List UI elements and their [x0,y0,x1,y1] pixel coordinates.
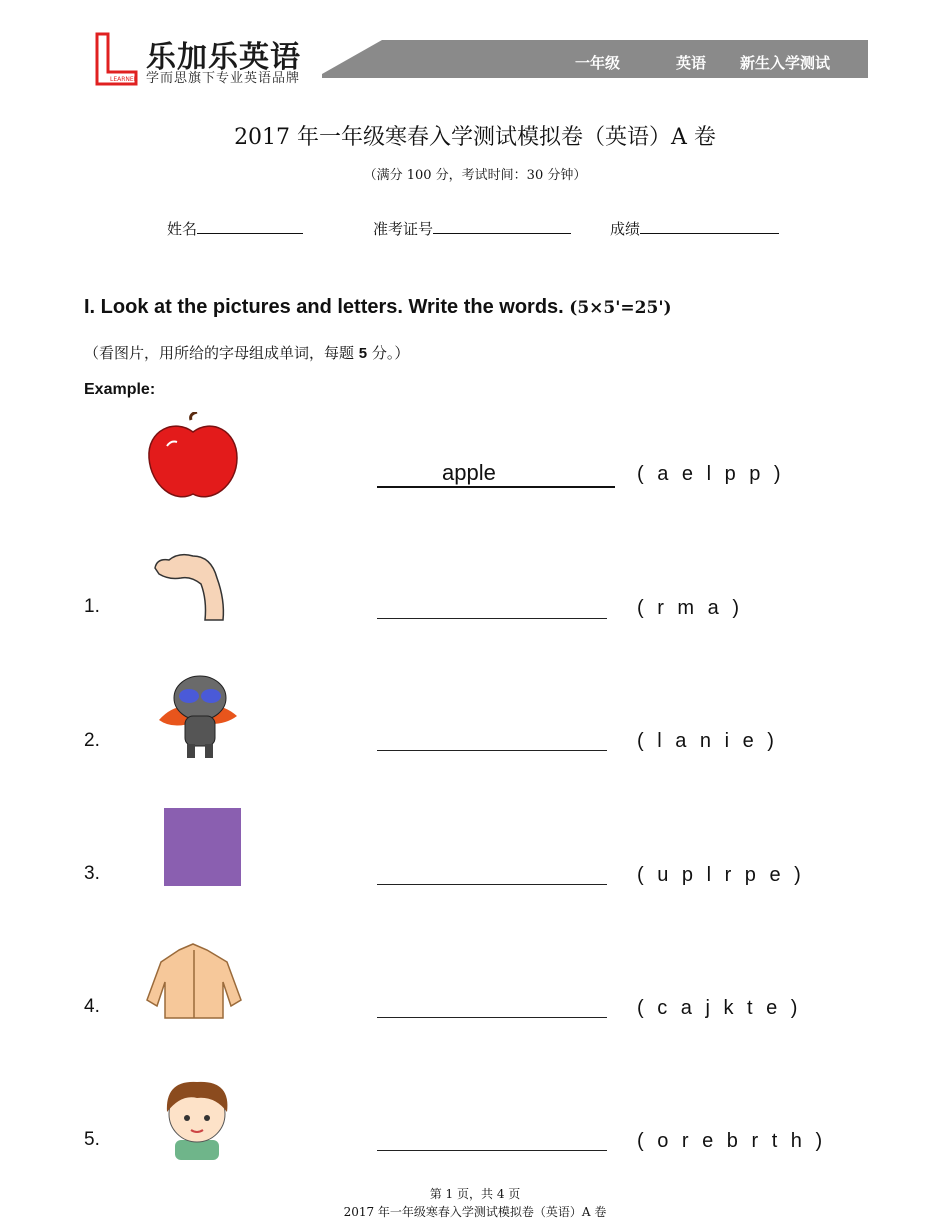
question-number: 5. [84,1129,100,1150]
question-number: 2. [84,730,100,751]
answer-line[interactable] [377,1017,607,1018]
answer-line[interactable] [377,1150,607,1151]
footer-title: 2017 年一年级寒春入学测试模拟卷（英语）A 卷 [343,1205,607,1219]
section-score: (5×5'=25') [569,298,672,318]
logo-lettering: LEARNER [110,76,138,83]
brand-name: 乐加乐英语 [146,40,301,75]
example-letters: ( a e l p p ) [637,463,785,485]
name-label: 姓名 [167,220,198,238]
brand-logo-icon [94,32,140,86]
scrambled-letters: ( c a j k t e ) [637,997,802,1019]
alien-picture [145,672,245,762]
question-number: 1. [84,596,100,617]
boy-picture [145,1072,245,1162]
scrambled-letters: ( o r e b r t h ) [637,1130,827,1152]
section-heading-text: I. Look at the pictures and letters. Write the words. [84,296,564,318]
apple-picture [145,412,245,502]
jacket-picture [145,936,245,1026]
page-subtitle: （满分 100 分，考试时间：30 分钟） [363,168,587,183]
name-field[interactable] [167,218,303,239]
brand-tagline: 学而思旗下专业英语品牌 [146,71,301,86]
answer-line[interactable] [377,884,607,885]
answer-line[interactable] [377,618,607,619]
exam-id-label: 准考证号 [373,220,434,238]
section-instruction: （看图片，用所给的字母组成单词，每题 5 分。） [84,344,410,362]
page-number: 第 1 页，共 4 页 [429,1187,521,1201]
page-title: 2017 年一年级寒春入学测试模拟卷（英语）A 卷 [234,125,716,150]
answer-line[interactable] [377,750,607,751]
question-number: 3. [84,863,100,884]
scrambled-letters: ( u p l r p e ) [637,864,805,886]
exam-id-field[interactable] [373,218,571,239]
example-answer: apple [442,460,496,485]
banner-test-type: 新生入学测试 [740,54,831,72]
section-heading [84,296,672,319]
score-label: 成绩 [610,220,641,238]
banner-subject: 英语 [676,54,707,72]
example-answer-line [377,486,615,488]
scrambled-letters: ( l a n i e ) [637,730,778,752]
question-number: 4. [84,996,100,1017]
arm-picture [145,538,245,628]
banner-grade: 一年级 [575,54,621,72]
example-label: Example: [84,381,156,398]
score-field[interactable] [610,218,779,239]
scrambled-letters: ( r m a ) [637,597,743,619]
purple-square-picture [164,808,241,886]
